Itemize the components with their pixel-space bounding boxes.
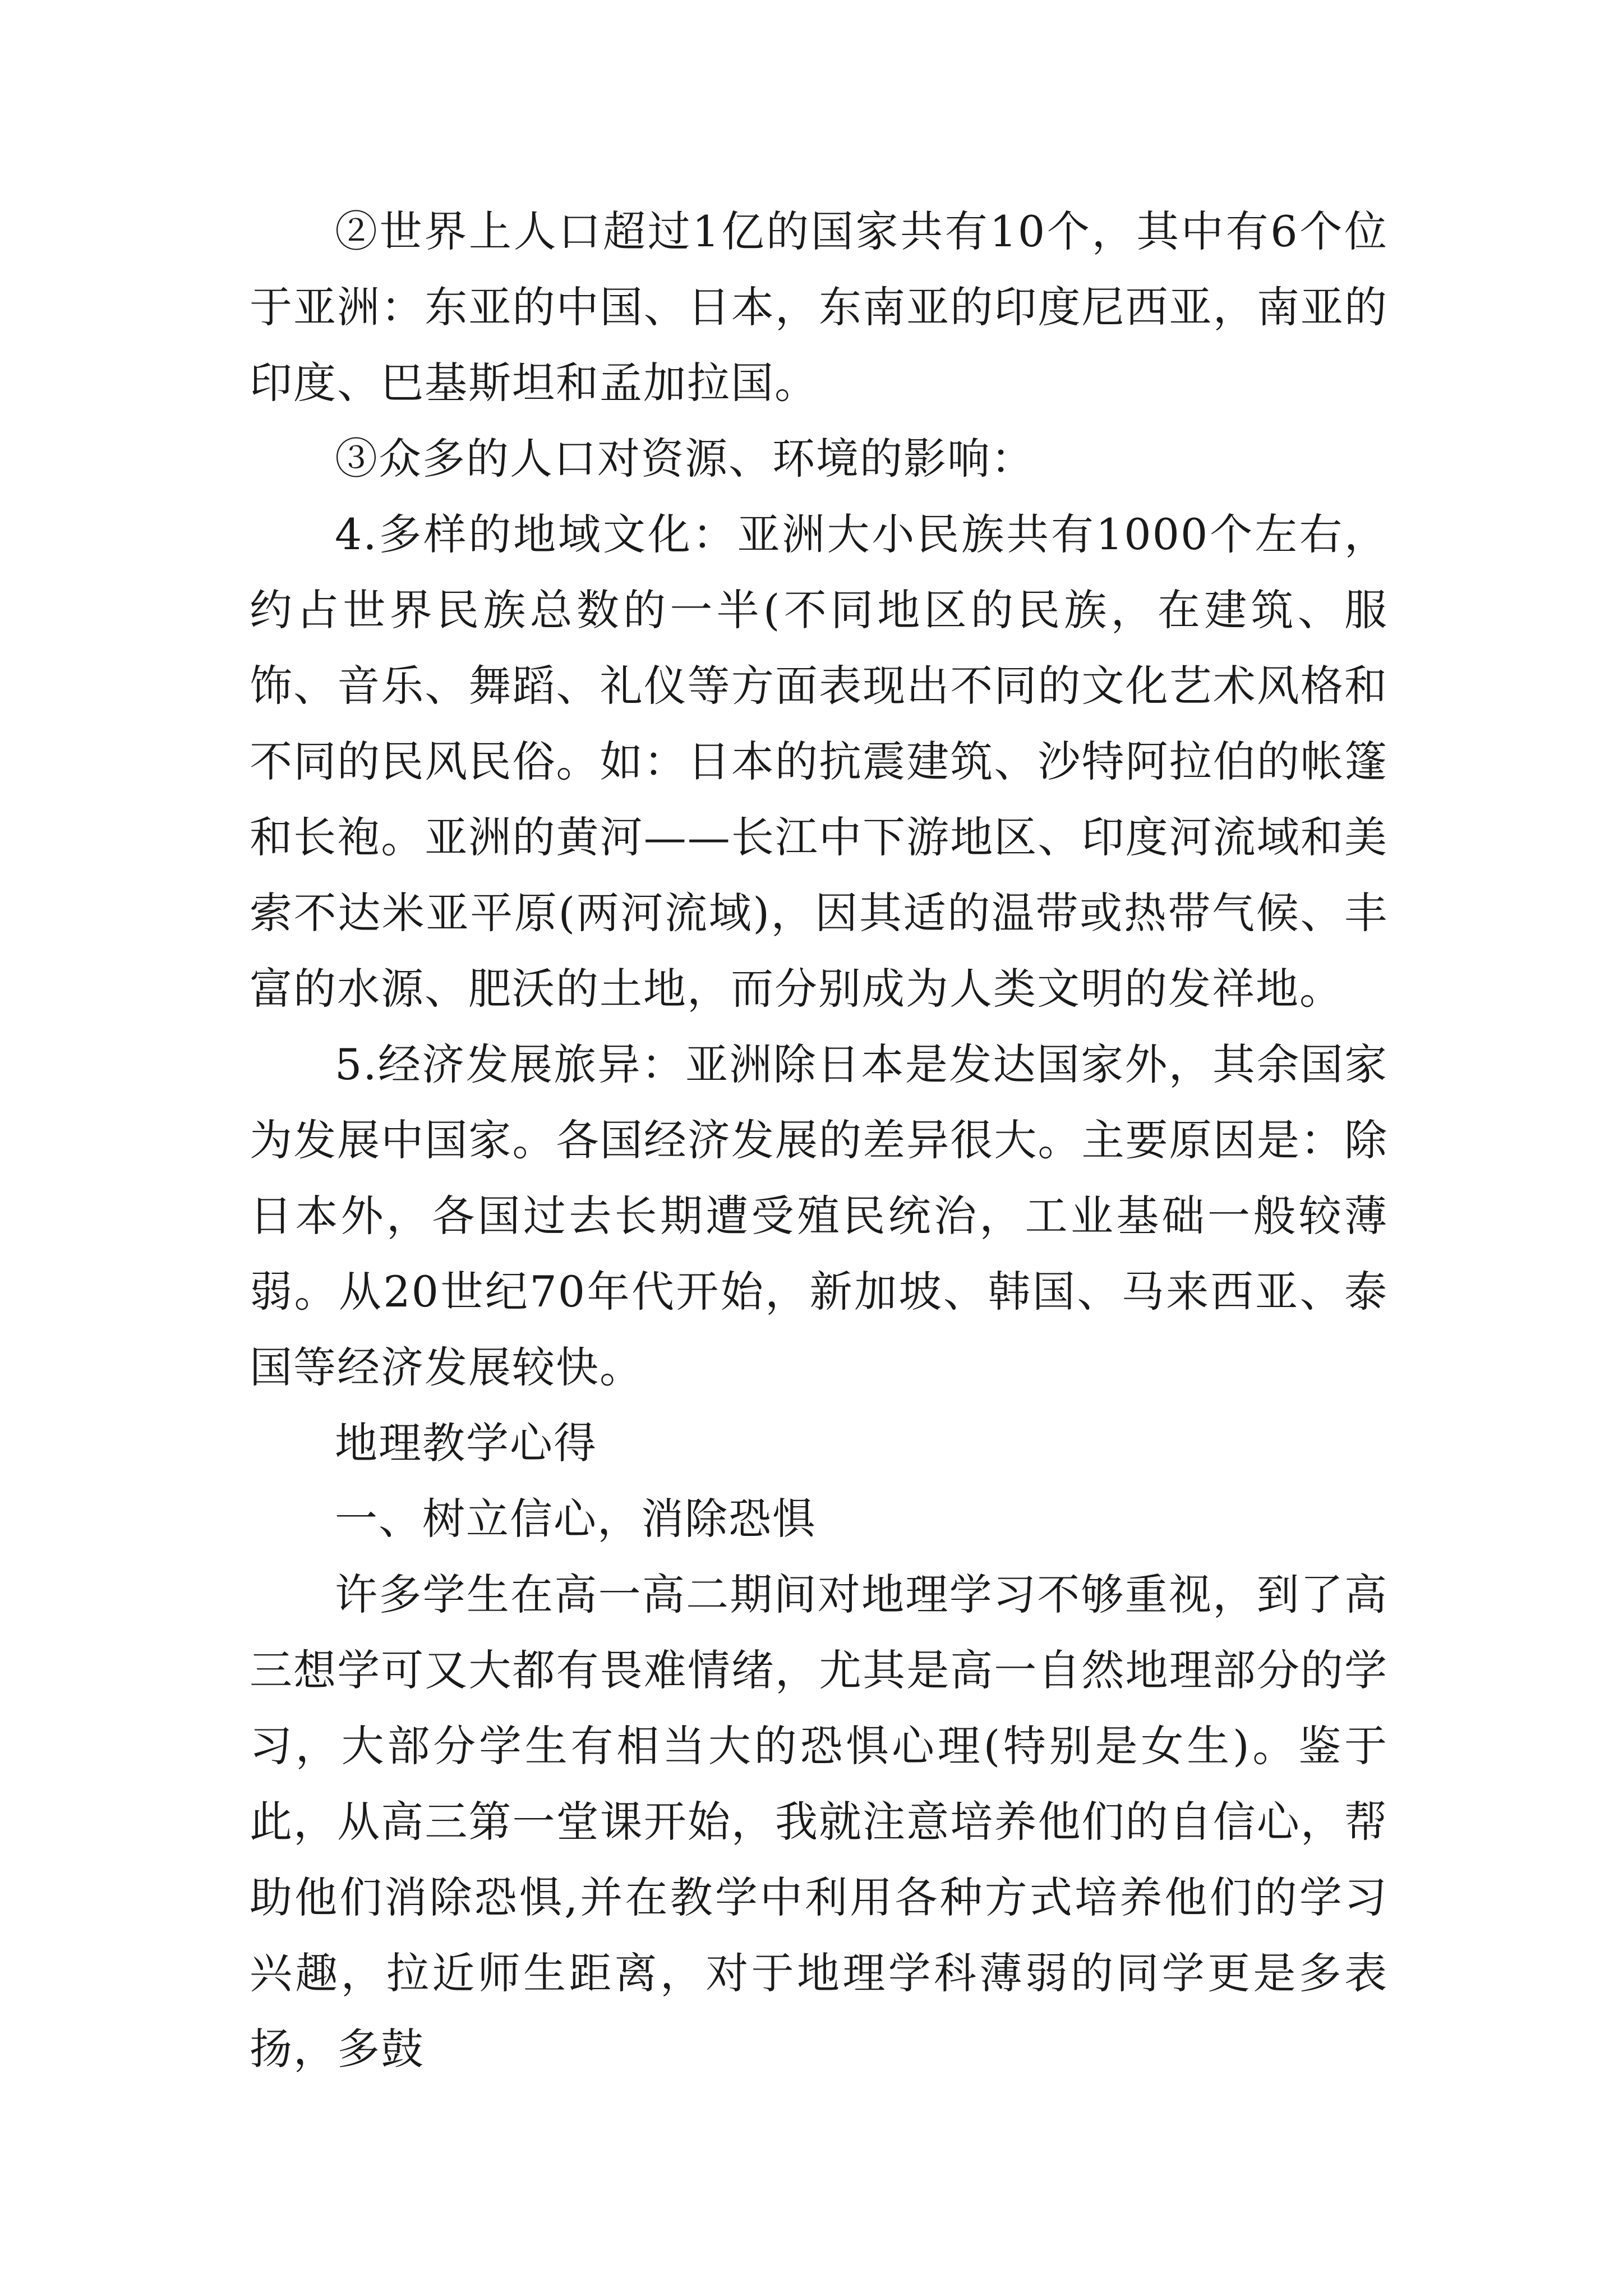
paragraph-regional-culture: 4.多样的地域文化：亚洲大小民族共有1000个左右，约占世界民族总数的一半(不同地区的民族，在建筑、服饰、音乐、舞蹈、礼仪等方面表现出不同的文化艺术风格和不同的民风民俗。如：日本的抗震建筑、沙特阿拉伯的帐篷和长袍。亚洲的黄河——长江中下游地区、印度河流域和美索不达米亚平原(两河流域)，因其适的温带或热带气候、丰富的水源、肥沃的土地，而分别成为人类文明的发祥地。 [250, 509, 1388, 1014]
section-title-teaching-reflections: 地理教学心得 [335, 1418, 597, 1468]
paragraph-economic-development: 5.经济发展旅异：亚洲除日本是发达国家外，其余国家为发展中国家。各国经济发展的差异很大。主要原因是：除日本外，各国过去长期遭受殖民统治，工业基础一般较薄弱。从20世纪70年代开始，新加坡、韩国、马来西亚、泰国等经济发展较快。 [250, 1039, 1388, 1392]
subsection-title-build-confidence: 一、树立信心，消除恐惧 [335, 1494, 816, 1544]
paragraph-build-confidence: 许多学生在高一高二期间对地理学习不够重视，到了高三想学可又大都有畏难情绪，尤其是高一自然地理部分的学习，大部分学生有相当大的恐惧心理(特别是女生)。鉴于此，从高三第一堂课开始，我就注意培养他们的自信心，帮助他们消除恐惧,并在教学中利用各种方式培养他们的学习兴趣，拉近师生距离，对于地理学科薄弱的同学更是多表扬，多鼓 [250, 1570, 1388, 2074]
document-body [250, 194, 1388, 2087]
paragraph-population-impact: ③众多的人口对资源、环境的影响： [335, 434, 1035, 484]
paragraph-population-countries: ②世界上人口超过1亿的国家共有10个，其中有6个位于亚洲：东亚的中国、日本，东南亚的印度尼西亚，南亚的印度、巴基斯坦和孟加拉国。 [250, 206, 1388, 408]
